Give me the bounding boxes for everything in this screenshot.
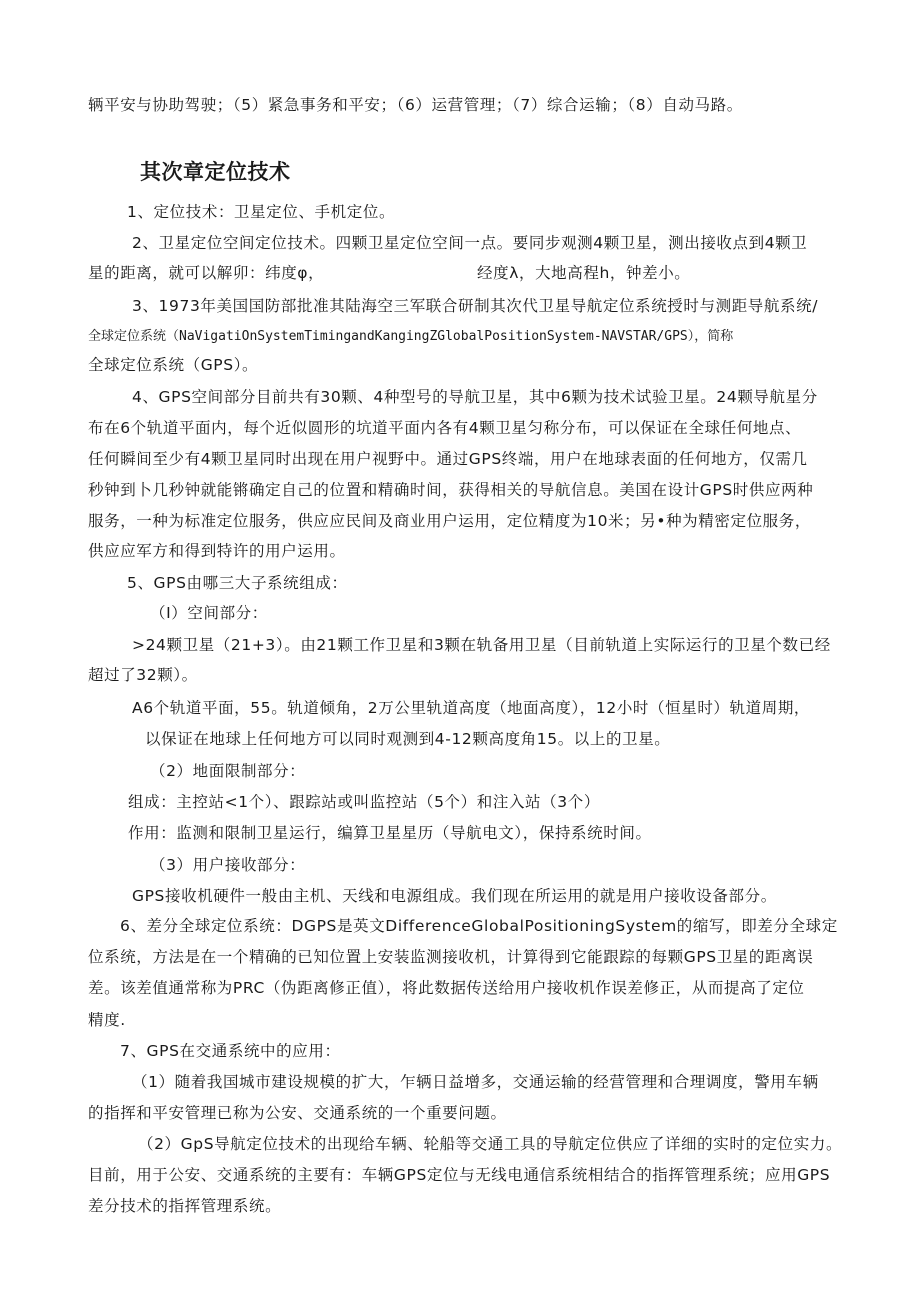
- text-line: [88, 325, 733, 347]
- text-line: GPS接收机硬件一般由主机、天线和电源组成。我们现在所运用的就是用户接收设备部分。: [132, 887, 777, 905]
- text-line: 供应应军方和得到特许的用户运用。: [88, 542, 346, 560]
- text-line: 全球定位系统（GPS）。: [88, 356, 259, 374]
- text-line: （2）GpS导航定位技术的出现给车辆、轮船等交通工具的导航定位供应了详细的实时的定位实力。: [138, 1135, 843, 1153]
- text-line: 超过了32颗）。: [88, 666, 198, 684]
- text-line: A6个轨道平面，55。轨道倾角，2万公里轨道高度（地面高度），12小时（恒星时）轨道周期，: [132, 699, 811, 717]
- text-line: 布在6个轨道平面内，每个近似圆形的坑道平面内各有4颗卫星匀称分布，可以保证在全球任何地点、: [88, 419, 802, 437]
- text-line: 7、GPS在交通系统中的应用：: [120, 1042, 341, 1060]
- text-line: 位系统，方法是在一个精确的已知位置上安装监测接收机，计算得到它能跟踪的每颗GPS卫星的距离误: [88, 948, 814, 966]
- text-line: （3）用户接收部分：: [150, 856, 306, 874]
- text-line: 1、定位技术：卫星定位、手机定位。: [127, 203, 396, 221]
- text-line: 的指挥和平安管理已称为公安、交通系统的一个重要问题。: [88, 1104, 507, 1122]
- text-line: （I）空间部分：: [150, 604, 268, 622]
- text-line: 差。该差值通常称为PRC（伪距离修正值），将此数据传送给用户接收机作误差修正，从而提高了定位: [88, 979, 805, 997]
- text-line: 组成：主控站<1个）、跟踪站或叫监控站（5个）和注入站（3个）: [128, 793, 600, 811]
- text-line: 6、差分全球定位系统：DGPS是英文DifferenceGlobalPositioningSystem的缩写，即差分全球定: [120, 917, 838, 935]
- text-line: >24颗卫星（21+3）。由21颗工作卫星和3颗在轨备用卫星（目前轨道上实际运行的卫星个数已经: [132, 636, 831, 654]
- text-line: 精度.: [88, 1011, 126, 1029]
- text-line-mono: 全球定位系统（NaVigatiOnSystemTimingandKangingZGlobalPositionSystem-NAVSTAR/GPS），简称: [88, 329, 734, 344]
- text-line: （2）地面限制部分：: [150, 762, 306, 780]
- text-line: 经度λ，大地高程h，钟差小。: [477, 264, 691, 282]
- text-line: （1）随着我国城市建设规模的扩大，乍辆日益增多，交通运输的经营管理和合理调度，警用车辆: [132, 1073, 819, 1091]
- text-line: 差分技术的指挥管理系统。: [88, 1197, 282, 1215]
- text-line: 以保证在地球上任何地方可以同时观测到4-12颗高度角15。以上的卫星。: [145, 730, 671, 748]
- text-line: 任何瞬间至少有4颗卫星同时出现在用户视野中。通过GPS终端，用户在地球表面的任何地方，仅需几: [88, 450, 808, 468]
- text-line: 3、1973年美国国防部批准其陆海空三军联合研制其次代卫星导航定位系统授时与测距导航系统/: [132, 297, 819, 315]
- text-line: 2、卫星定位空间定位技术。四颗卫星定位空间一点。要同步观测4颗卫星，测出接收点到4颗卫: [132, 234, 808, 252]
- chapter-heading: 其次章定位技术: [140, 160, 291, 184]
- text-line: 星的距离，就可以解卯：纬度φ，: [88, 264, 325, 282]
- text-line: 4、GPS空间部分目前共有30颗、4种型号的导航卫星，其中6颗为技术试验卫星。24颗导航星分: [132, 388, 818, 406]
- text-line: 辆平安与协助驾驶；（5）紧急事务和平安；（6）运营管理；（7）综合运输；（8）自动马路。: [88, 96, 743, 114]
- text-line: 作用：监测和限制卫星运行，编算卫星星历（导航电文），保持系统时间。: [128, 824, 652, 842]
- text-line: 目前，用于公安、交通系统的主要有：车辆GPS定位与无线电通信系统相结合的指挥管理系统；应用GPS: [88, 1166, 831, 1184]
- text-line: 5、GPS由哪三大子系统组成：: [127, 574, 348, 592]
- text-line: 服务，一种为标准定位服务，供应应民间及商业用户运用，定位精度为10米；另•种为精密定位服务，: [88, 512, 811, 530]
- text-line: 秒钟到卜几秒钟就能锵确定自己的位置和精确时间，获得相关的导航信息。美国在设计GPS时供应两种: [88, 481, 814, 499]
